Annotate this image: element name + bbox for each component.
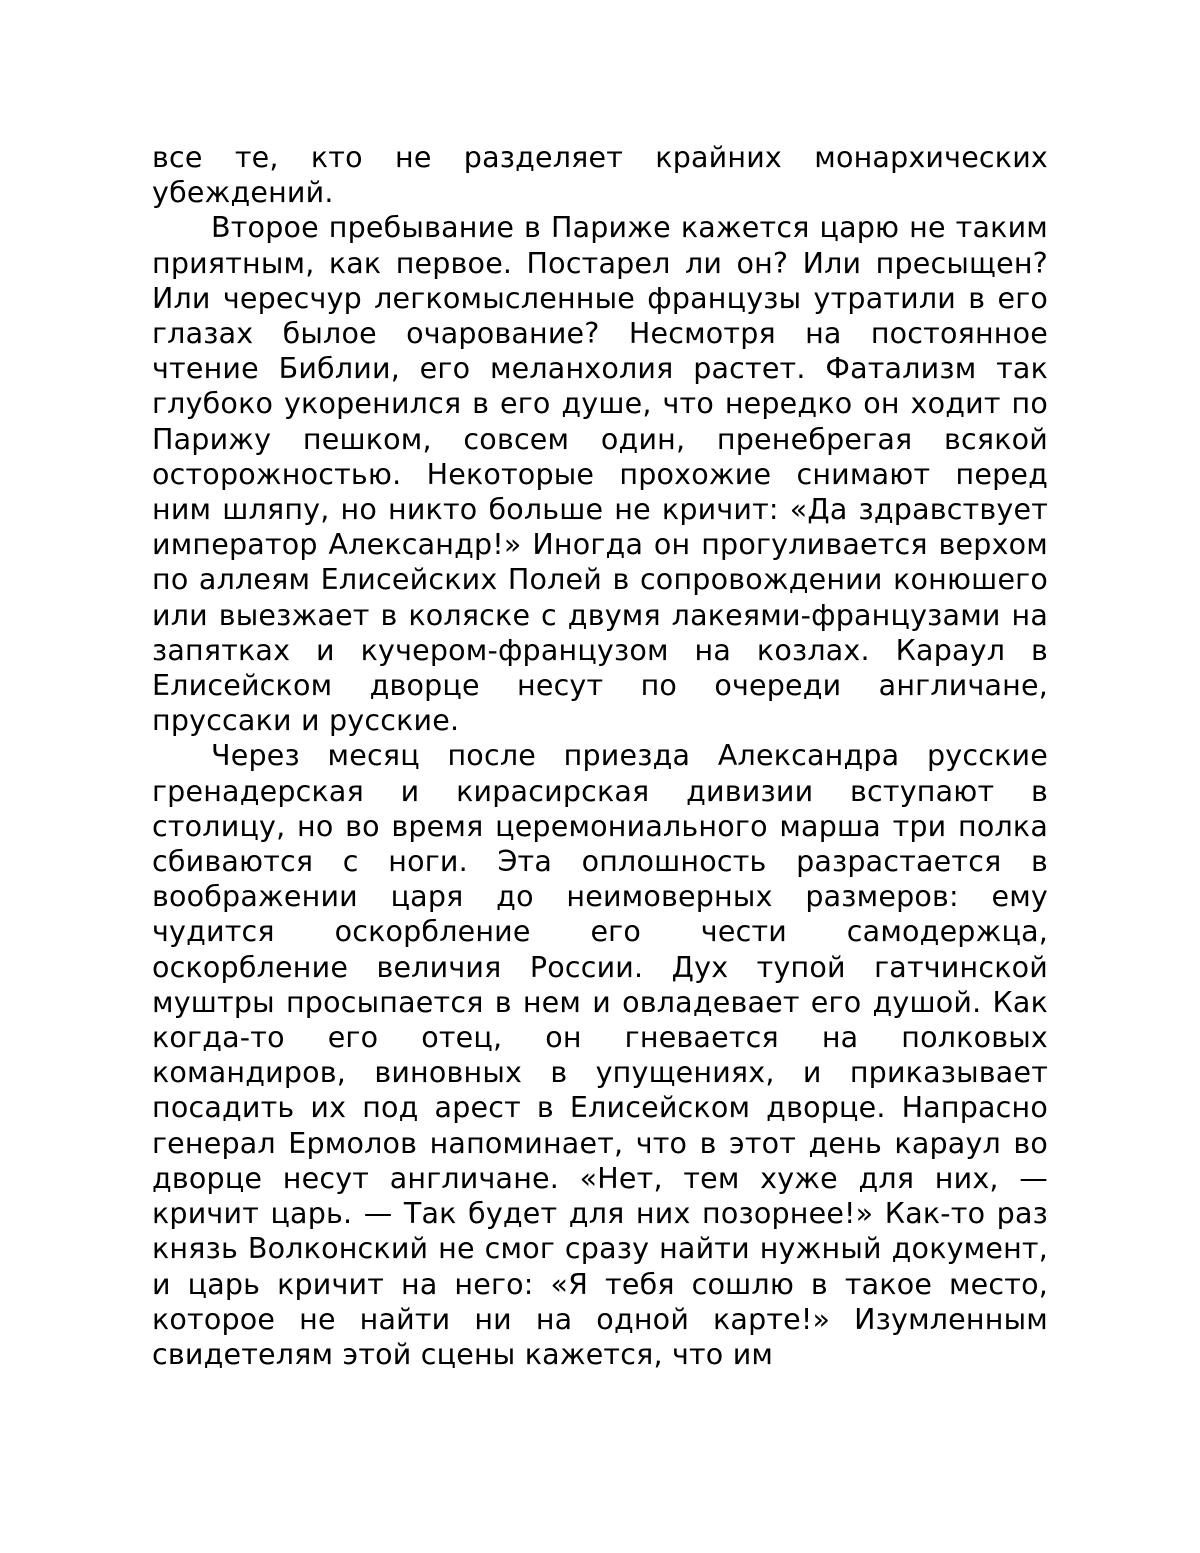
document-page <box>0 0 1200 1553</box>
paragraph-ceremonial-march: Через месяц после приезда Александра русские гренадерская и кирасирская дивизии вступают в столицу, но во время церемониального марша три полка сбиваются с ноги. Эта оплошность разрастается в воображении царя до неимоверных размеров: ему чудится оскорбление его чести самодержца, оскорбление величия России. Дух тупой гатчинской муштры просыпается в нем и овладевает его душой. Как когда-то его отец, он гневается на полковых командиров, виновных в упущениях, и приказывает посадить их под арест в Елисейском дворце. Напрасно генерал Ермолов напоминает, что в этот день караул во дворце несут англичане. «Нет, тем хуже для них, — кричит царь. — Так будет для них позорнее!» Как-то раз князь Волконский не смог сразу найти нужный документ, и царь кричит на него: «Я тебя сошлю в такое место, которое не найти ни на одной карте!» Изумленным свидетелям этой сцены кажется, что им <box>152 738 1048 1372</box>
body-text <box>152 140 1048 1372</box>
paragraph-continuation: все те, кто не разделяет крайних монархических убеждений. <box>152 140 1048 210</box>
paragraph-second-stay-in-paris: Второе пребывание в Париже кажется царю не таким приятным, как первое. Постарел ли он? Или пресыщен? Или чересчур легкомысленные французы утратили в его глазах былое очарование? Несмотря на постоянное чтение Библии, его меланхолия растет. Фатализм так глубоко укоренился в его душе, что нередко он ходит по Парижу пешком, совсем один, пренебрегая всякой осторожностью. Некоторые прохожие снимают перед ним шляпу, но никто больше не кричит: «Да здравствует император Александр!» Иногда он прогуливается верхом по аллеям Елисейских Полей в сопровождении конюшего или выезжает в коляске с двумя лакеями-французами на запятках и кучером-французом на козлах. Караул в Елисейском дворце несут по очереди англичане, пруссаки и русские. <box>152 210 1048 738</box>
